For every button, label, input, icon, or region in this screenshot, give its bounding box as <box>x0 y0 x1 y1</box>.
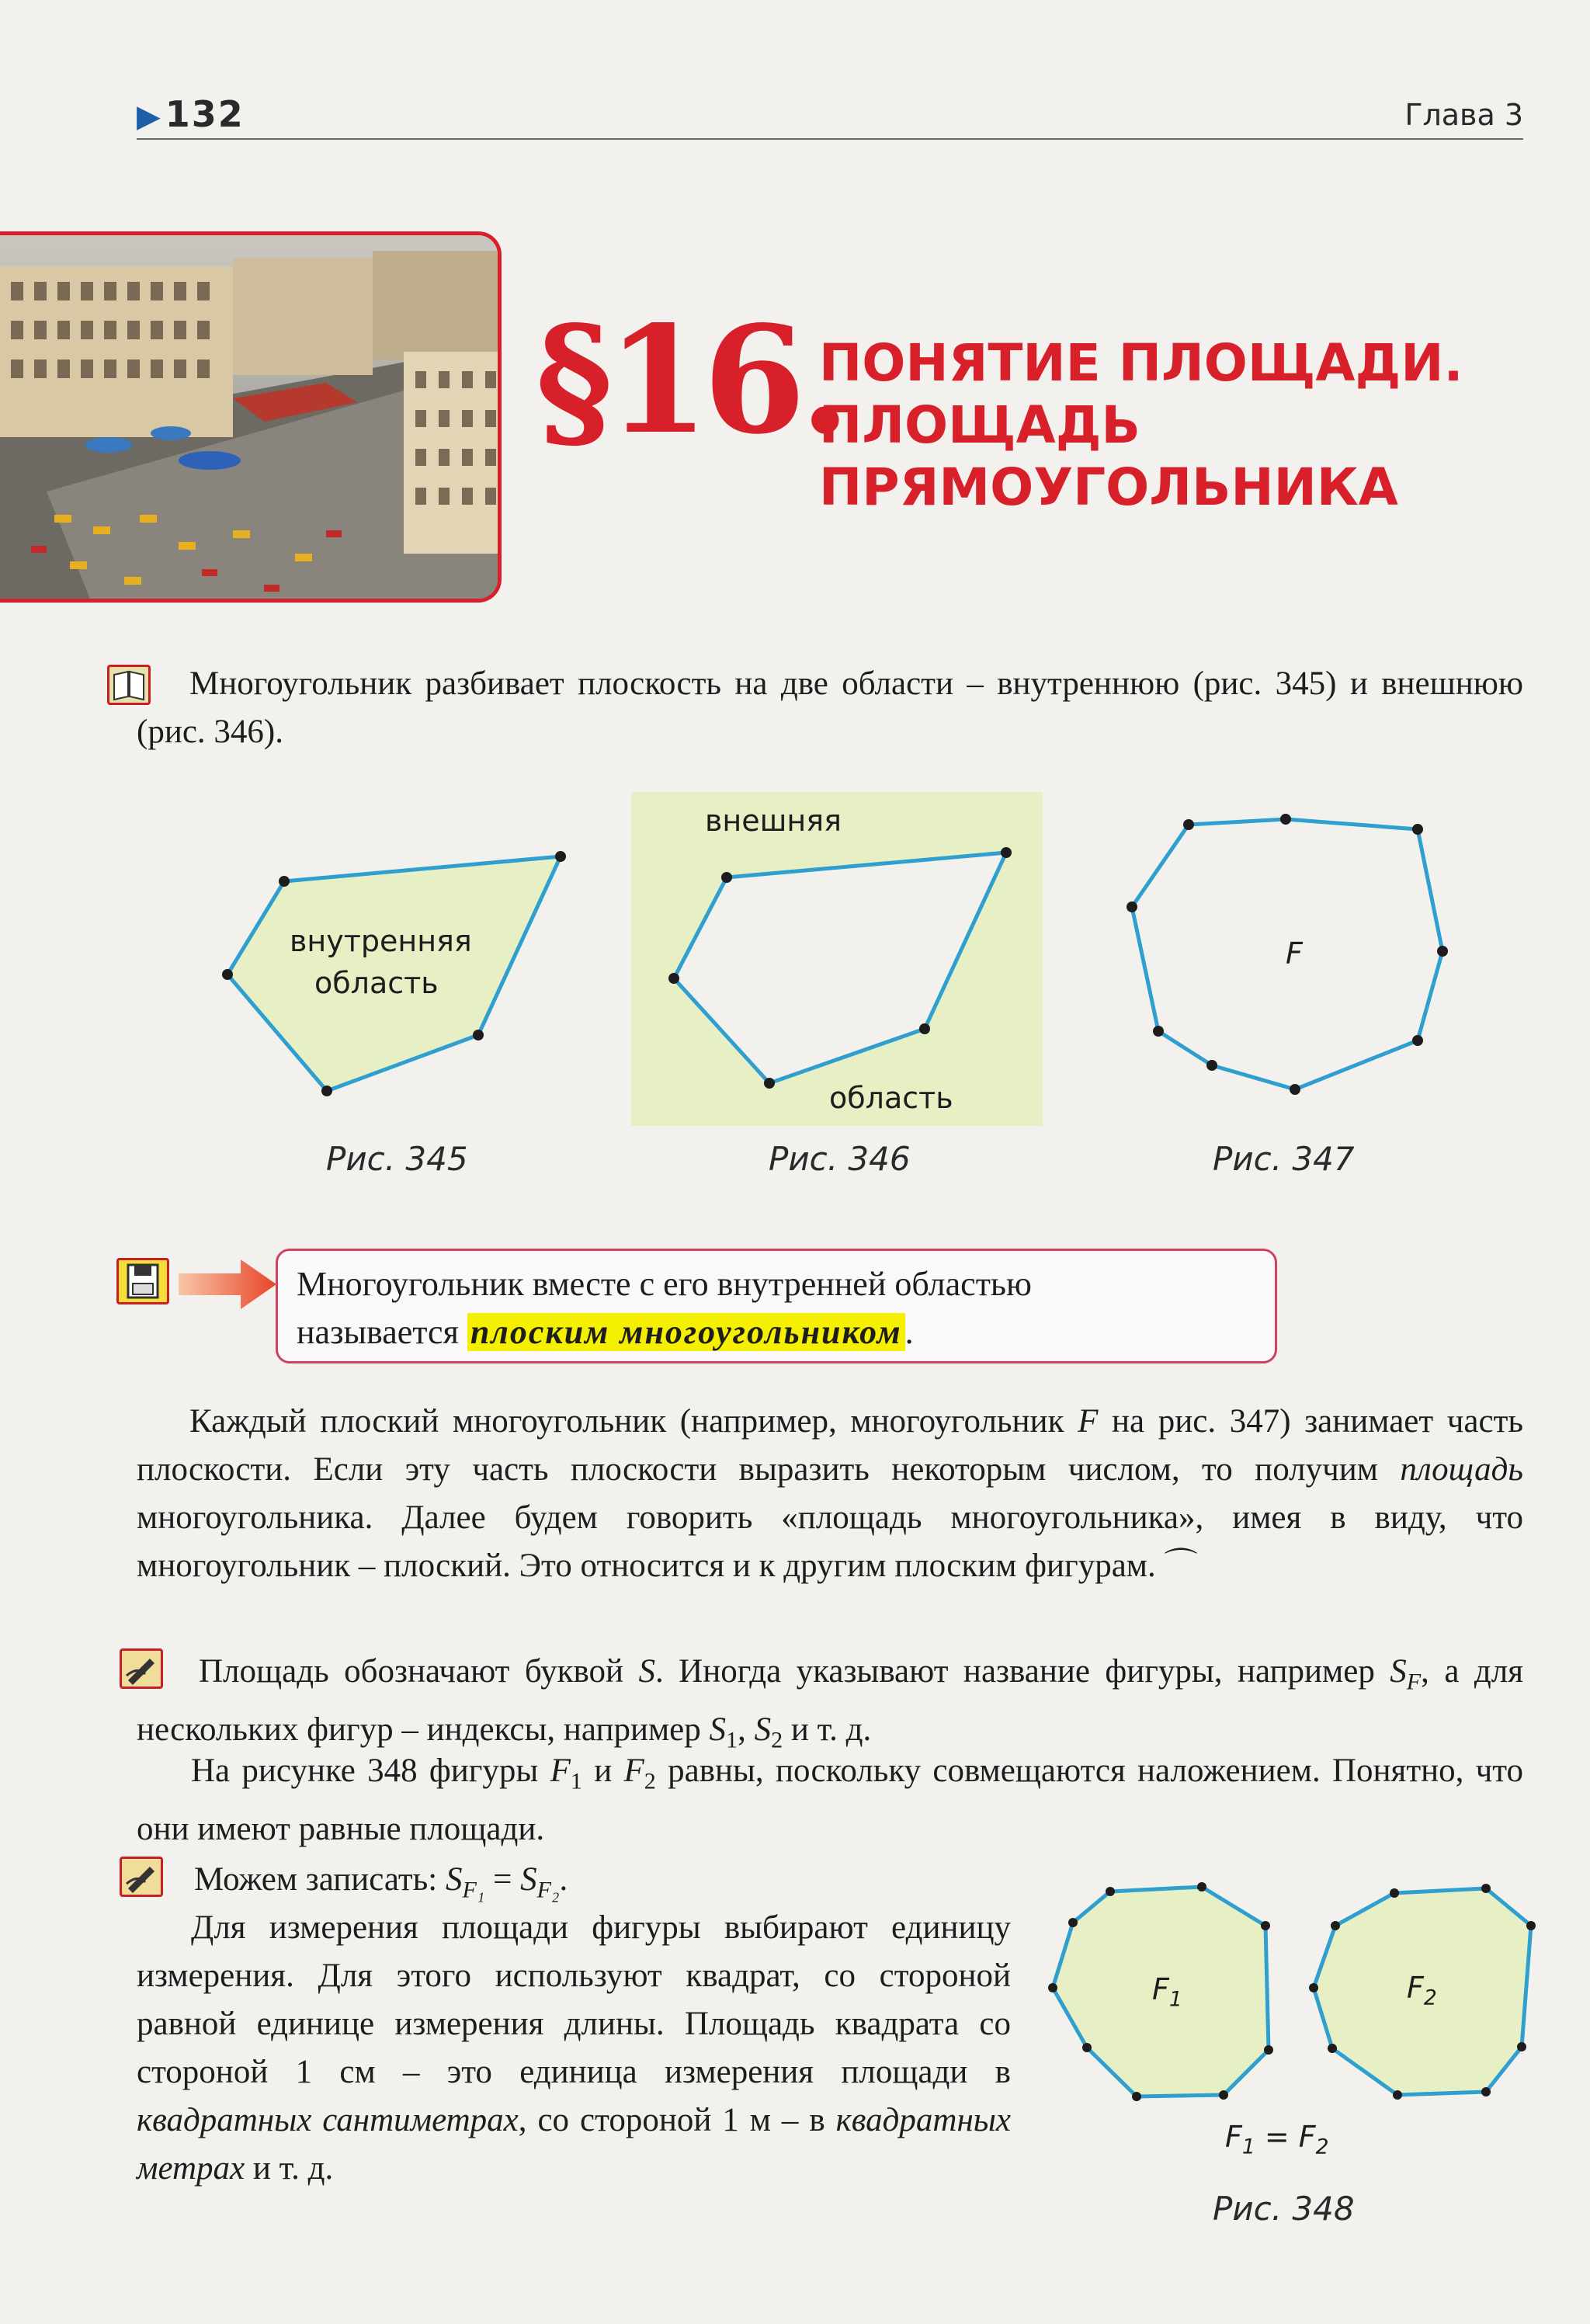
chapter-label: Глава 3 <box>1404 98 1523 132</box>
section-number: §16. <box>536 294 845 467</box>
fig345-caption: Рис. 345 <box>326 1140 468 1178</box>
fig348-caption: Рис. 348 <box>1213 2190 1355 2228</box>
city-photo <box>0 231 502 603</box>
arrow-right-icon <box>179 1258 279 1311</box>
notation-paragraph: Площадь обозначают буквой S. Иногда указывают название фигуры, например $S_F$, а для нескольких фигур – индексы, например $S_1$, $S_2$ и т. д. <box>137 1653 1523 1753</box>
equal-figures-paragraph: На рисунке 348 фигуры $F_1$ и $F_2$ равны, поскольку совмещаются наложением. Понятно, что они имеют равные площади. <box>137 1753 1523 1847</box>
intro-paragraph: Многоугольник разбивает плоскость на две области – внутреннюю (рис. 345) и внешнюю (рис. 346). <box>137 665 1523 750</box>
fig345-label-1: внутренняя <box>290 924 472 958</box>
fig347-caption: Рис. 347 <box>1213 1140 1355 1178</box>
fig347-label: F <box>1286 936 1303 971</box>
highlighted-term: плоским многоугольником <box>467 1313 905 1351</box>
fig348-label-f2: $F_2$ <box>1407 1971 1437 2010</box>
floppy-disk-icon <box>116 1258 169 1304</box>
fig346-label-top: внешняя <box>705 804 842 838</box>
section-title: ПОНЯТИЕ ПЛОЩАДИ. ПЛОЩАДЬ ПРЯМОУГОЛЬНИКА <box>819 333 1463 517</box>
fig348-equation: $F_1 = F_2$ <box>1225 2120 1329 2159</box>
pen-icon <box>120 1857 163 1897</box>
page-number: ▶132 <box>137 93 245 135</box>
fig346-label-bottom: область <box>829 1081 953 1115</box>
end-of-proof-mark: ⌒ <box>1155 1548 1198 1584</box>
fig346-caption: Рис. 346 <box>769 1140 911 1178</box>
fig345-label-2: область <box>314 966 439 1000</box>
definition-box: Многоугольник вместе с его внутренней областью называется плоским многоугольником. <box>276 1249 1277 1363</box>
formula-line: Можем записать: $S_{F_1} = S_{F_2}$. <box>194 1861 568 1903</box>
unit-paragraph: Для измерения площади фигуры выбирают единицу измерения. Для этого используют квадрат, со стороной равной единице измерения длины. Площадь квадрата со стороной 1 см – это единица измерения площади в квадратных сантиметрах, со стороной 1 м – в квадратных метрах и т. д. <box>137 1909 1011 2187</box>
fig348-label-f1: $F_1$ <box>1152 1972 1182 2012</box>
figure-348 <box>1040 1864 1545 2221</box>
area-paragraph: Каждый плоский многоугольник (например, многоугольник F на рис. 347) занимает часть плоскости. Если эту часть плоскости выразить некоторым числом, то получим площадь многоугольника. Далее будем говорить «площадь многоугольника», имея в виду, что многоугольник – плоский. Это относится и к другим плоским фигурам. ⌒ <box>137 1403 1524 1584</box>
header-rule <box>137 138 1523 140</box>
triangle-marker-icon: ▶ <box>137 99 162 134</box>
